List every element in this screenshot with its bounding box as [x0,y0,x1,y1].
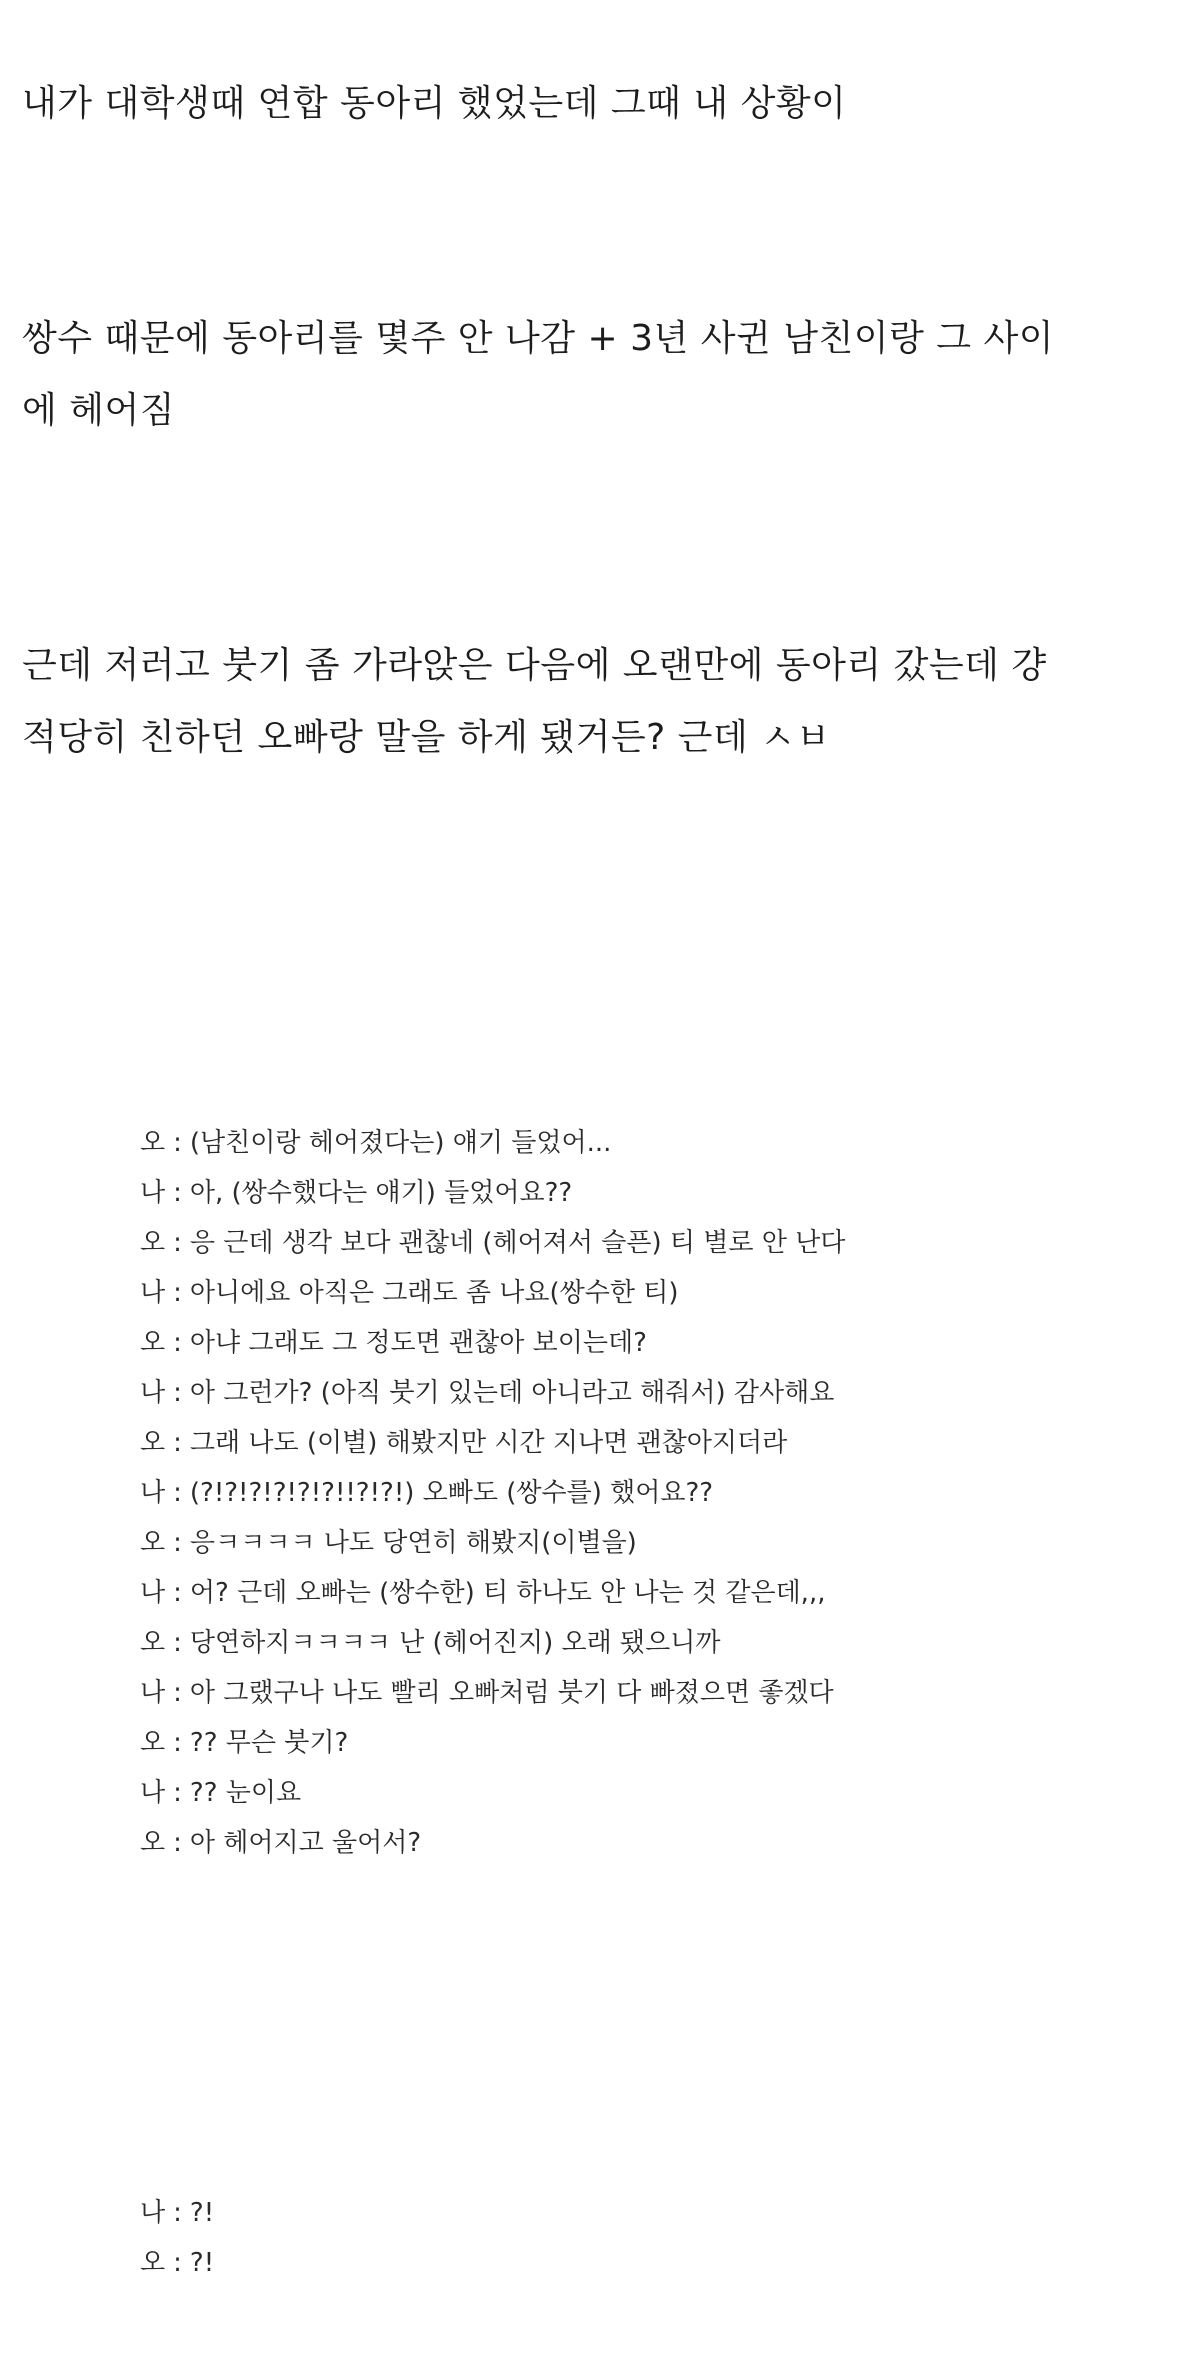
speaker-label: 오 [140,1228,166,1258]
dialogue-line [140,2238,1156,2288]
text-line: 쌍수 때문에 동아리를 몇주 안 나감 + 3년 사귄 남친이랑 그 사이 [22,318,1055,359]
message-text: (남친이랑 헤어졌다는) 얘기 들었어... [189,1128,612,1158]
message-text: (?!?!?!?!?!?!!?!?!) 오빠도 (쌍수를) 했어요?? [189,1478,714,1508]
intro-paragraph [22,68,1174,140]
dialogue-line [140,1818,1156,1868]
separator: : [173,2248,182,2278]
setup-paragraph [22,630,1174,774]
message-text: ?! [189,2248,215,2278]
separator: : [173,2198,182,2228]
dialogue-line [140,1768,1156,1818]
speaker-label: 오 [140,1628,166,1658]
separator: : [173,1728,182,1758]
speaker-label: 나 [140,1278,166,1308]
separator: : [173,1278,182,1308]
speaker-label: 오 [140,1428,166,1458]
message-text: ?! [189,2198,215,2228]
separator: : [173,1128,182,1158]
text-line: 내가 대학생때 연합 동아리 했었는데 그때 내 상황이 [22,83,847,124]
speaker-label: 오 [140,1128,166,1158]
message-text: 아 그랬구나 나도 빨리 오빠처럼 붓기 다 빠졌으면 좋겠다 [189,1678,834,1708]
dialogue-line [140,1218,1156,1268]
separator: : [173,1778,182,1808]
dialogue-line [140,1468,1156,1518]
message-text: 아니에요 아직은 그래도 좀 나요(쌍수한 티) [189,1278,679,1308]
dialogue-line [140,1668,1156,1718]
dialogue-line [140,1368,1156,1418]
dialogue-line [140,1418,1156,1468]
message-text: 아 그런가? (아직 붓기 있는데 아니라고 해줘서) 감사해요 [189,1378,835,1408]
message-text: 응ㅋㅋㅋㅋ 나도 당연히 해봤지(이별을) [189,1528,637,1558]
separator: : [173,1528,182,1558]
message-text: 당연하지ㅋㅋㅋㅋ 난 (헤어진지) 오래 됐으니까 [189,1628,721,1658]
speaker-label: 오 [140,2248,166,2278]
separator: : [173,1328,182,1358]
dialogue-list [140,1118,1156,1868]
speaker-label: 오 [140,1828,166,1858]
separator: : [173,1578,182,1608]
message-text: ?? 눈이요 [189,1778,302,1808]
speaker-label: 나 [140,1178,166,1208]
message-text: 아 헤어지고 울어서? [189,1828,422,1858]
text-line: 근데 저러고 붓기 좀 가라앉은 다음에 오랜만에 동아리 갔는데 걍 [22,645,1047,686]
dialogue-line [140,1168,1156,1218]
speaker-label: 오 [140,1528,166,1558]
message-text: 어? 근데 오빠는 (쌍수한) 티 하나도 안 나는 것 같은데,,, [189,1578,826,1608]
speaker-label: 오 [140,1728,166,1758]
speaker-label: 나 [140,1378,166,1408]
separator: : [173,1428,182,1458]
separator: : [173,1628,182,1658]
message-text: ?? 무슨 붓기? [189,1728,349,1758]
dialogue-line [140,1518,1156,1568]
message-text: 응 근데 생각 보다 괜찮네 (헤어져서 슬픈) 티 별로 안 난다 [189,1228,846,1258]
speaker-label: 나 [140,1478,166,1508]
dialogue-line [140,1618,1156,1668]
speaker-label: 나 [140,1678,166,1708]
speaker-label: 나 [140,1578,166,1608]
message-text: 아냐 그래도 그 정도면 괜찮아 보이는데? [189,1328,647,1358]
separator: : [173,1478,182,1508]
speaker-label: 나 [140,1778,166,1808]
dialogue-line [140,2188,1156,2238]
dialogue-line [140,1318,1156,1368]
separator: : [173,1228,182,1258]
separator: : [173,1178,182,1208]
dialogue-line [140,1718,1156,1768]
ending-dialogue-list [140,2188,1156,2288]
message-text: 아, (쌍수했다는 얘기) 들었어요?? [189,1178,573,1208]
separator: : [173,1678,182,1708]
dialogue-line [140,1568,1156,1618]
separator: : [173,1378,182,1408]
message-text: 그래 나도 (이별) 해봤지만 시간 지나면 괜찮아지더라 [189,1428,788,1458]
text-line: 적당히 친하던 오빠랑 말을 하게 됐거든? 근데 ㅅㅂ [22,717,831,758]
situation-paragraph [22,303,1174,447]
speaker-label: 오 [140,1328,166,1358]
text-line: 에 헤어짐 [22,390,176,431]
speaker-label: 나 [140,2198,166,2228]
dialogue-line [140,1118,1156,1168]
separator: : [173,1828,182,1858]
dialogue-line [140,1268,1156,1318]
